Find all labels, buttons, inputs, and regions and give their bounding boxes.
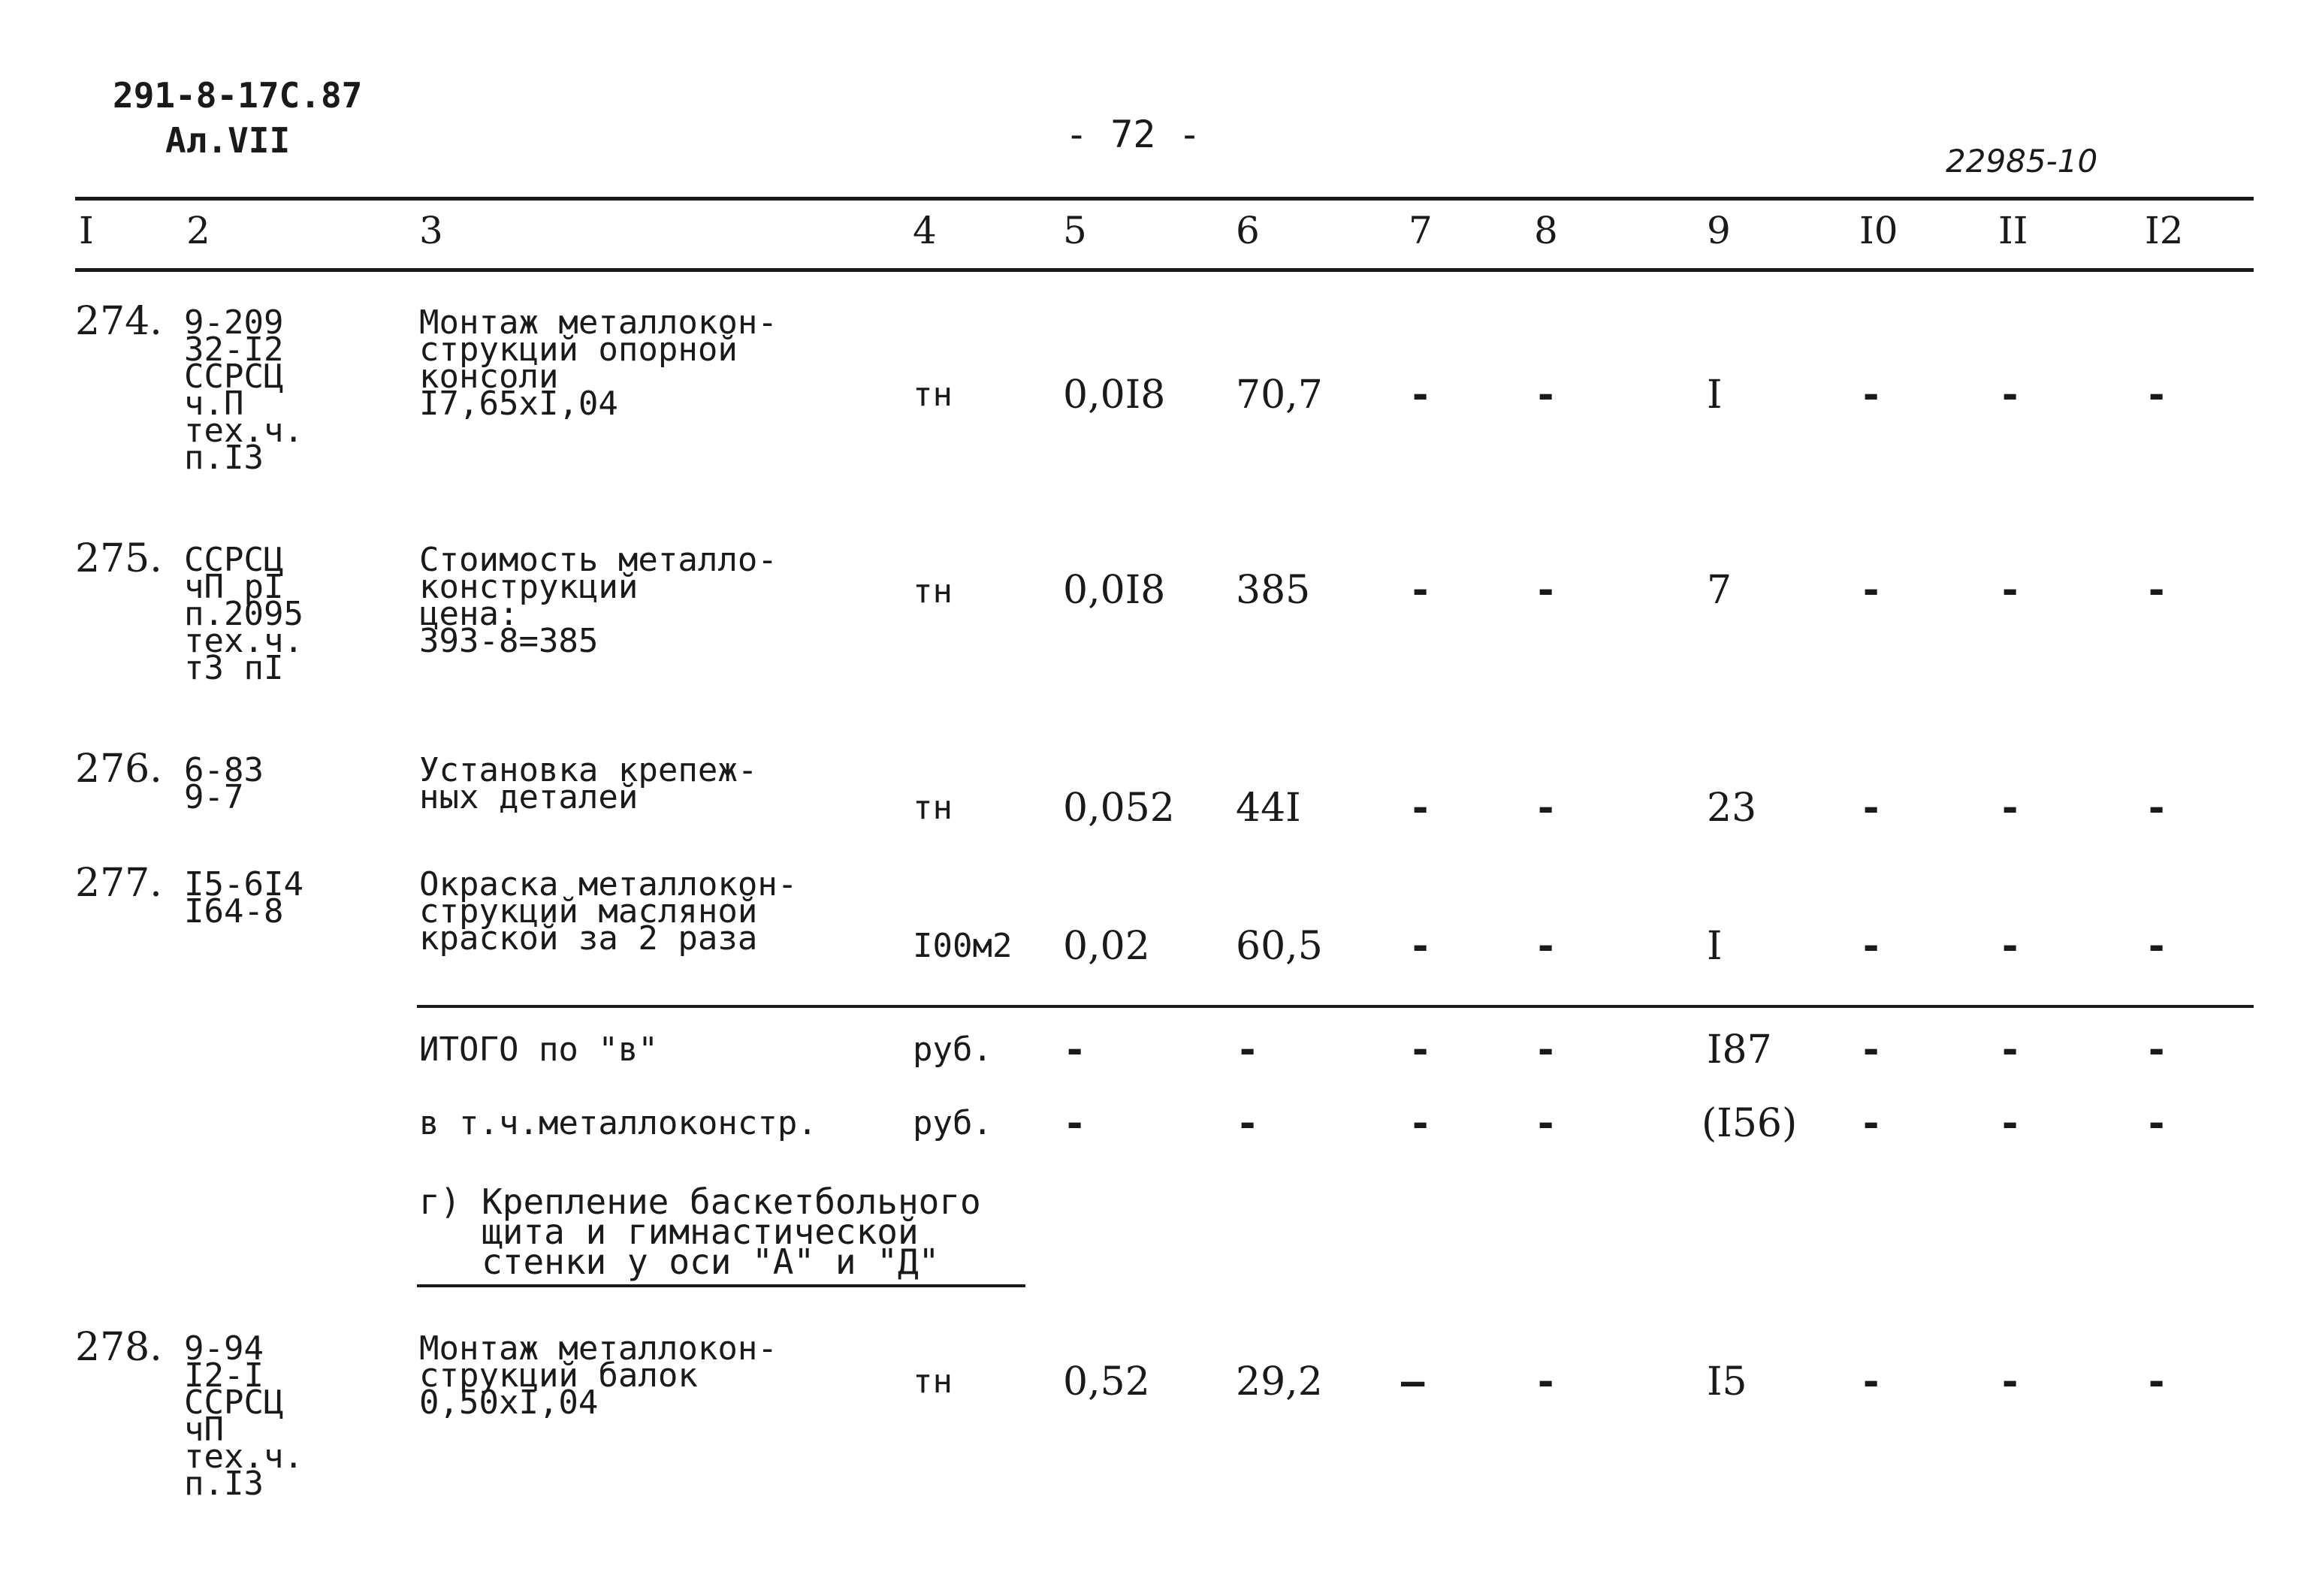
totals-col10: - [1859,1101,1883,1146]
col-header-12: I2 [2145,209,2184,252]
totals-quantity: - [1063,1101,1087,1146]
totals-rule [417,1005,2254,1008]
col-header-3: 3 [419,209,443,252]
totals-col9: I87 [1707,1027,1772,1073]
col-header-5: 5 [1063,209,1087,252]
col-header-10: I0 [1859,209,1898,252]
row-unit: тн [913,789,953,827]
col-header-1: I [79,209,94,252]
row-code: 9-209 32-I2 ССРСЦ ч.П тех.ч. п.I3 [184,303,303,477]
row-col11: - [1998,568,2022,613]
row-price: 29,2 [1236,1359,1323,1404]
totals-col9: (I56) [1702,1101,1798,1146]
row-description: Стоимость металло- конструкций цена: 393-8=385 [419,541,778,660]
totals-quantity: - [1063,1027,1087,1073]
totals-col12: - [2145,1101,2169,1146]
row-col12: - [2145,924,2169,969]
archive-stamp: 22985-10 [1946,143,2098,180]
col-header-7: 7 [1409,209,1433,252]
totals-price: - [1236,1027,1260,1073]
row-price: 60,5 [1236,924,1323,969]
totals-col12: - [2145,1027,2169,1073]
header-bottom-rule [75,268,2254,272]
row-col7: - [1409,568,1433,613]
row-col12: - [2145,568,2169,613]
row-quantity: 0,0I8 [1063,568,1166,613]
row-description: Монтаж металлокон- струкций балок 0,50хI,04 [419,1329,778,1422]
row-unit: тн [913,572,953,611]
col-header-4: 4 [913,209,937,252]
totals-col11: - [1998,1027,2022,1073]
row-col10: - [1859,924,1883,969]
row-col12: - [2145,1359,2169,1404]
row-code: 6-83 9-7 [184,751,264,816]
row-col8: - [1534,1359,1558,1404]
totals-col8: - [1534,1027,1558,1073]
row-quantity: 0,0I8 [1063,373,1166,418]
row-col7: - [1409,786,1433,831]
totals-unit: руб. [913,1104,992,1142]
row-col11: - [1998,924,2022,969]
row-col8: - [1534,786,1558,831]
row-col8: - [1534,924,1558,969]
row-number: 276. [75,747,162,792]
row-col9: I [1707,373,1723,418]
document-code: 291-8-17С.87 [113,75,363,116]
row-col7: - [1409,924,1433,969]
totals-col11: - [1998,1101,2022,1146]
row-price: 44I [1236,786,1301,831]
totals-col8: - [1534,1101,1558,1146]
row-col11: - [1998,373,2022,418]
row-col9: 7 [1707,568,1732,613]
row-unit: I00м2 [913,927,1013,965]
row-col11: - [1998,786,2022,831]
row-col7: - [1409,373,1433,418]
row-col7: — [1401,1359,1425,1404]
row-price: 385 [1236,568,1311,613]
totals-unit: руб. [913,1030,992,1069]
row-col8: - [1534,373,1558,418]
row-quantity: 0,052 [1063,786,1175,831]
row-quantity: 0,02 [1063,924,1150,969]
row-description: Монтаж металлокон- струкций опорной консоли I7,65хI,04 [419,303,778,423]
col-header-6: 6 [1236,209,1260,252]
totals-label: в т.ч.металлоконстр. [419,1104,817,1142]
row-col9: I5 [1707,1359,1747,1404]
row-col12: - [2145,786,2169,831]
album-label: Ал.VII [165,120,291,161]
section-underline [417,1284,1025,1287]
row-price: 70,7 [1236,373,1323,418]
top-rule [75,197,2254,201]
row-col10: - [1859,786,1883,831]
col-header-11: II [1998,209,2028,252]
totals-label: ИТОГО по "в" [419,1030,658,1069]
totals-price: - [1236,1101,1260,1146]
col-header-8: 8 [1534,209,1558,252]
totals-col10: - [1859,1027,1883,1073]
row-number: 275. [75,536,162,581]
row-col10: - [1859,568,1883,613]
page-number: - 72 - [1065,113,1201,156]
row-number: 277. [75,861,162,906]
row-col9: 23 [1707,786,1757,831]
col-header-9: 9 [1707,209,1731,252]
col-header-2: 2 [186,209,210,252]
row-col12: - [2145,373,2169,418]
row-unit: тн [913,1362,953,1401]
row-col11: - [1998,1359,2022,1404]
row-code: I5-6I4 I64-8 [184,865,303,931]
section-heading: г) Крепление баскетбольного щита и гимнастической стенки у оси "А" и "Д" [419,1181,981,1282]
row-description: Окраска металлокон- струкций масляной краской за 2 раза [419,865,798,958]
row-quantity: 0,52 [1063,1359,1150,1404]
row-number: 274. [75,299,162,344]
row-col10: - [1859,1359,1883,1404]
row-code: 9-94 I2-I ССРСЦ чП тех.ч. п.I3 [184,1329,303,1503]
row-col8: - [1534,568,1558,613]
row-unit: тн [913,376,953,414]
row-number: 278. [75,1325,162,1370]
row-col10: - [1859,373,1883,418]
totals-col7: - [1409,1101,1433,1146]
row-col9: I [1707,924,1723,969]
row-code: ССРСЦ чП рI п.2095 тех.ч. т3 пI [184,541,303,687]
totals-col7: - [1409,1027,1433,1073]
row-description: Установка крепеж- ных деталей [419,751,758,816]
